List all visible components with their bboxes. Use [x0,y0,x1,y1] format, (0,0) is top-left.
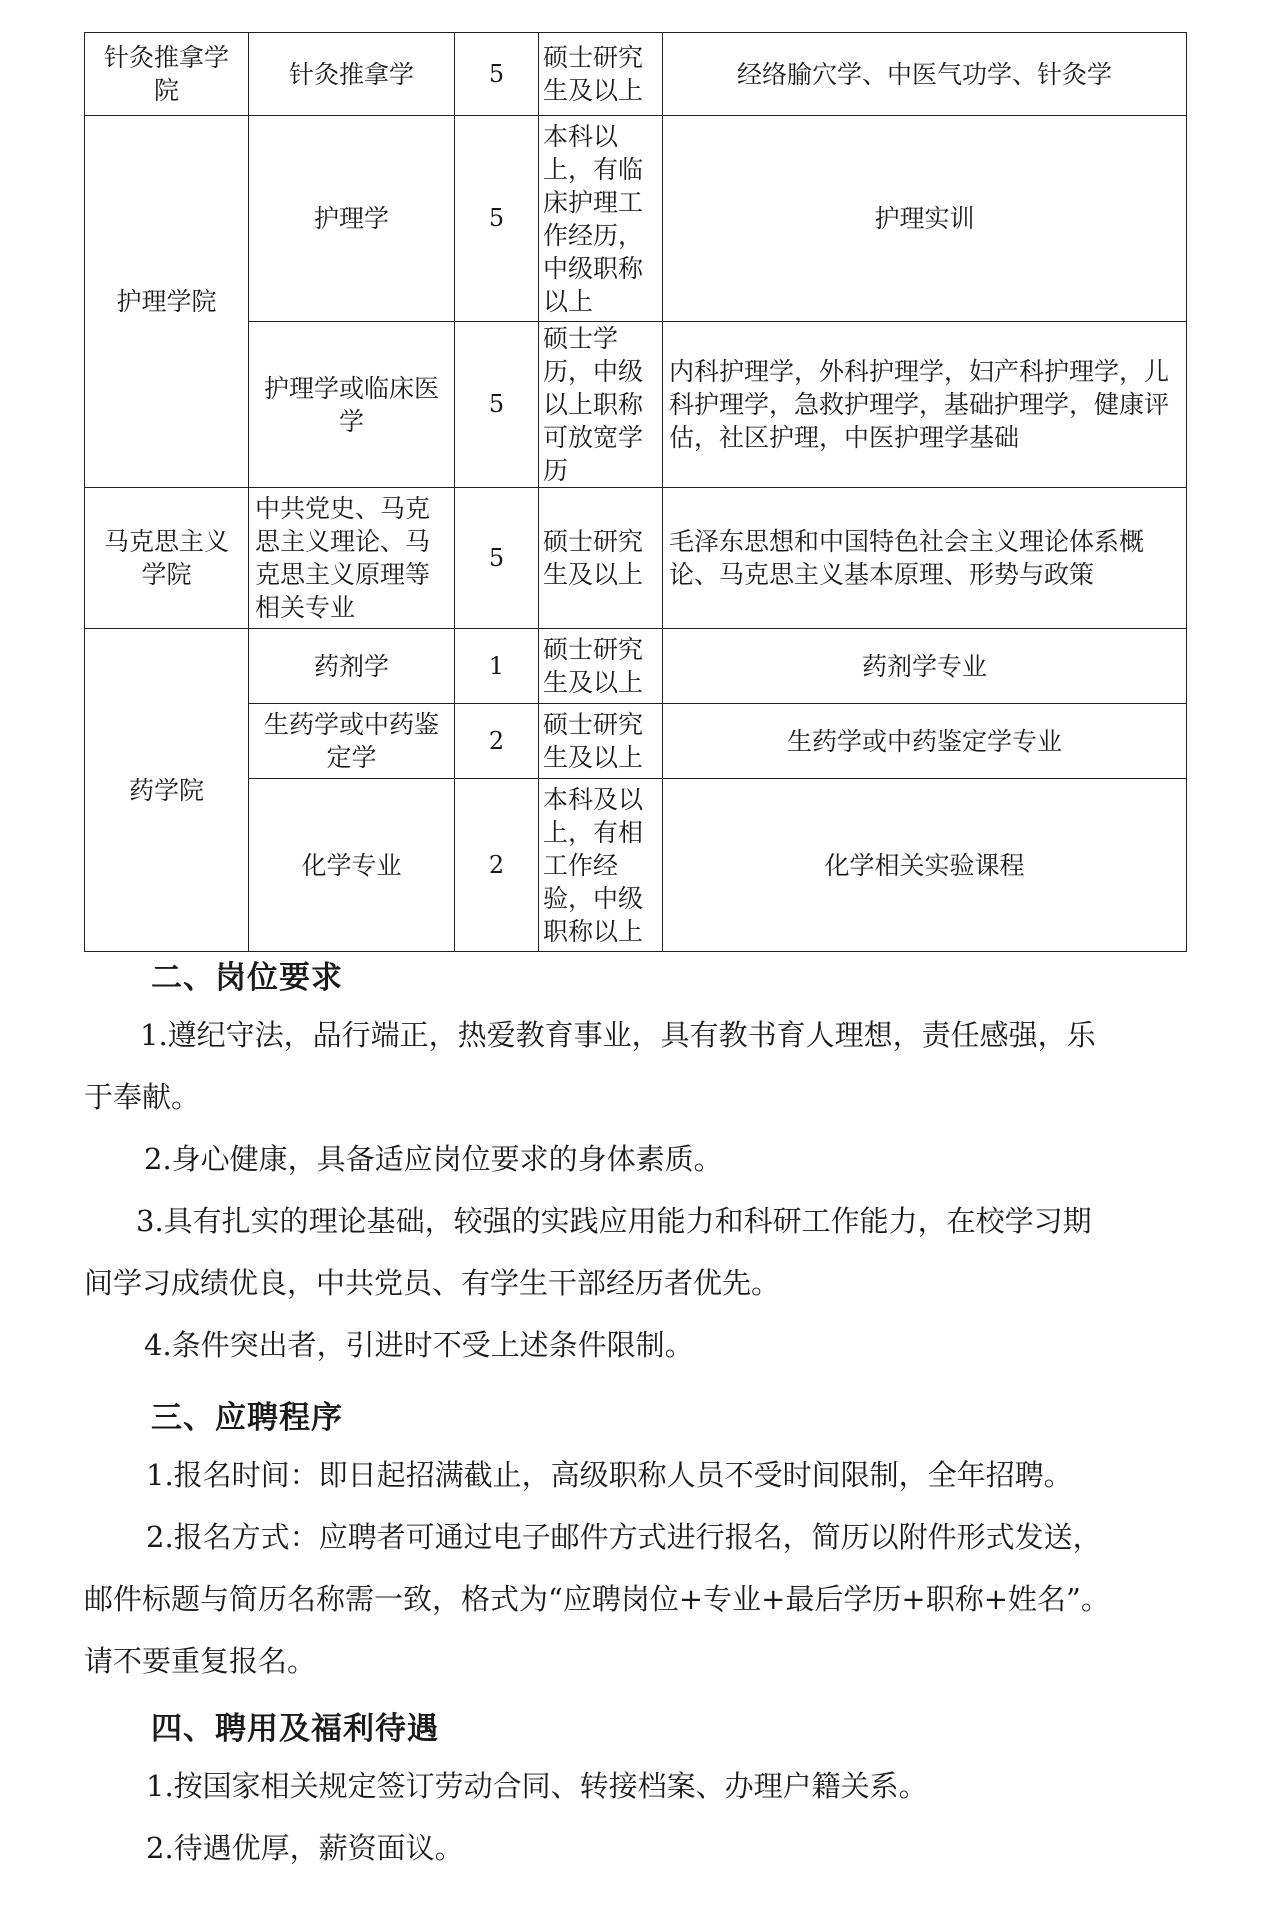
major-cell: 中共党史、马克思主义理论、马克思主义原理等相关专业 [249,488,455,629]
major-cell: 护理学或临床医学 [249,322,455,488]
procedure-2-line-2: 邮件标题与简历名称需一致，格式为“应聘岗位+专业+最后学历+职称+姓名”。 [84,1582,1110,1616]
count-cell: 5 [455,322,539,488]
major-cell: 护理学 [249,116,455,322]
table-row [85,116,1187,322]
education-cell: 本科以上，有临床护理工作经历，中级职称以上 [539,116,663,322]
requirements-text [84,1004,1186,1376]
major-cell: 化学专业 [249,779,455,952]
table-row [85,488,1187,629]
college-cell: 药学院 [85,629,249,952]
college-cell: 马克思主义学院 [85,488,249,629]
table-row [85,629,1187,704]
college-cell: 护理学院 [85,116,249,488]
table-row [85,322,1187,488]
count-cell: 5 [455,33,539,116]
requirement-1-line-2: 于奉献。 [84,1080,201,1114]
major-cell: 药剂学 [249,629,455,704]
count-cell: 2 [455,779,539,952]
table-row [85,33,1187,116]
requirement-2: 2.身心健康，具备适应岗位要求的身体素质。 [144,1142,723,1176]
course-cell: 护理实训 [663,116,1187,322]
course-cell: 化学相关实验课程 [663,779,1187,952]
section-heading-benefits: 四、聘用及福利待遇 [151,1711,439,1747]
course-cell: 药剂学专业 [663,629,1187,704]
course-cell: 毛泽东思想和中国特色社会主义理论体系概论、马克思主义基本原理、形势与政策 [663,488,1187,629]
benefit-2: 2.待遇优厚，薪资面议。 [146,1831,464,1865]
course-cell: 经络腧穴学、中医气功学、针灸学 [663,33,1187,116]
course-cell: 生药学或中药鉴定学专业 [663,704,1187,779]
count-cell: 5 [455,488,539,629]
benefits-text [84,1755,1186,1879]
procedure-text [84,1444,1186,1692]
education-cell: 硕士学历，中级以上职称可放宽学历 [539,322,663,488]
requirement-1-line-1: 1.遵纪守法，品行端正，热爱教育事业，具有教书育人理想，责任感强，乐 [140,1018,1096,1052]
procedure-2-line-1: 2.报名方式：应聘者可通过电子邮件方式进行报名，简历以附件形式发送， [146,1520,1102,1554]
education-cell: 硕士研究生及以上 [539,33,663,116]
count-cell: 2 [455,704,539,779]
section-heading-procedure: 三、应聘程序 [151,1400,343,1436]
table-row [85,704,1187,779]
section-heading-requirements: 二、岗位要求 [151,960,343,996]
education-cell: 硕士研究生及以上 [539,704,663,779]
education-cell: 硕士研究生及以上 [539,488,663,629]
major-cell: 针灸推拿学 [249,33,455,116]
count-cell: 5 [455,116,539,322]
major-cell: 生药学或中药鉴定学 [249,704,455,779]
course-cell: 内科护理学，外科护理学，妇产科护理学，儿科护理学，急救护理学，基础护理学，健康评估，社区护理，中医护理学基础 [663,322,1187,488]
requirement-4: 4.条件突出者，引进时不受上述条件限制。 [144,1328,694,1362]
benefit-1: 1.按国家相关规定签订劳动合同、转接档案、办理户籍关系。 [146,1769,928,1803]
requirement-3-line-2: 间学习成绩优良，中共党员、有学生干部经历者优先。 [84,1266,781,1300]
education-cell: 硕士研究生及以上 [539,629,663,704]
count-cell: 1 [455,629,539,704]
table-row [85,779,1187,952]
education-cell: 本科及以上，有相工作经验，中级职称以上 [539,779,663,952]
procedure-2-line-3: 请不要重复报名。 [84,1644,317,1678]
recruitment-table [84,32,1187,952]
procedure-1: 1.报名时间：即日起招满截止，高级职称人员不受时间限制，全年招聘。 [146,1458,1073,1492]
requirement-3-line-1: 3.具有扎实的理论基础，较强的实践应用能力和科研工作能力，在校学习期 [136,1204,1092,1238]
college-cell: 针灸推拿学院 [85,33,249,116]
